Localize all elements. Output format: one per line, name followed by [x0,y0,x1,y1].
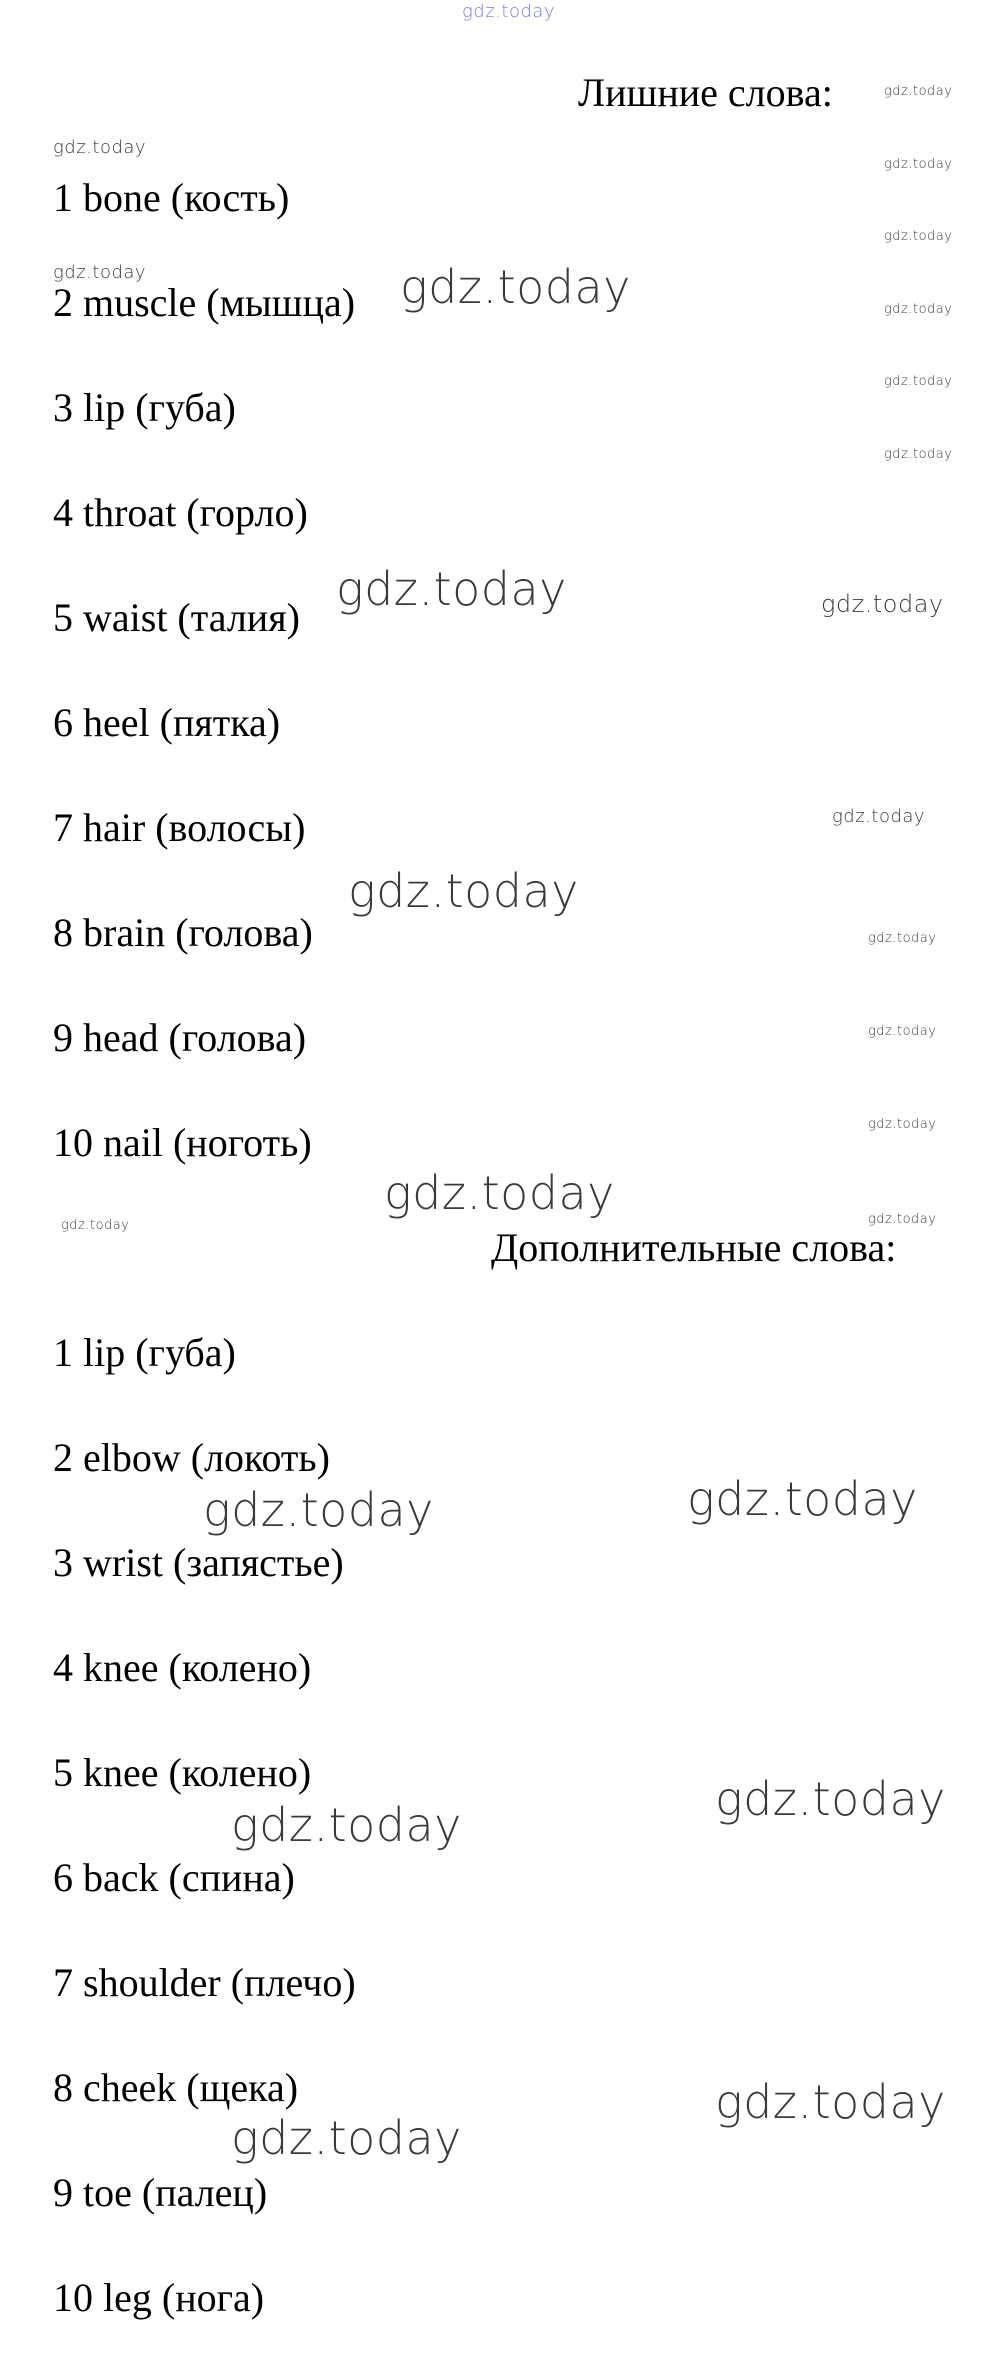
watermark-text: gdz.today [715,1772,946,1826]
watermark-text: gdz.today [868,1117,937,1132]
list-item: 6 heel (пятка) [53,700,281,745]
list-item: 10 leg (нога) [53,2275,265,2320]
watermark-text: gdz.today [884,374,953,389]
list-item: 5 knee (колено) [53,1750,312,1795]
watermark-text: gdz.today [884,84,953,99]
list-item: 10 nail (ноготь) [53,1120,312,1165]
watermark-text: gdz.today [53,137,147,158]
list-item: 3 wrist (запястье) [53,1540,344,1585]
list-item: 9 head (голова) [53,1015,307,1060]
watermark-text: gdz.today [400,260,631,314]
list-item: 7 hair (волосы) [53,805,306,850]
list-item: 2 muscle (мышца) [53,280,356,325]
watermark-text: gdz.today [61,1218,130,1233]
list-item: 1 bone (кость) [53,175,290,220]
list-item: 5 waist (талия) [53,595,300,640]
list-item: 8 cheek (щека) [53,2065,299,2110]
watermark-text: gdz.today [821,590,944,618]
watermark-text: gdz.today [832,806,926,827]
watermark-text: gdz.today [53,262,147,283]
list-item: 9 toe (палец) [53,2170,268,2215]
list-item: 3 lip (губа) [53,385,236,430]
watermark-text: gdz.today [884,229,953,244]
list-item: 1 lip (губа) [53,1330,236,1375]
watermark-text: gdz.today [384,1166,615,1220]
watermark-text: gdz.today [687,1472,918,1526]
list-item: 6 back (спина) [53,1855,295,1900]
watermark-text: gdz.today [868,1024,937,1039]
list-item: 4 throat (горло) [53,490,308,535]
watermark-text: gdz.today [868,931,937,946]
watermark-text: gdz.today [868,1212,937,1227]
watermark-text: gdz.today [348,864,579,918]
watermark-text: gdz.today [884,157,953,172]
additional-words-heading: Дополнительные слова: [491,1225,897,1270]
extra-words-heading: Лишние слова: [578,70,833,115]
list-item: 2 elbow (локоть) [53,1435,330,1480]
watermark-text: gdz.today [884,302,953,317]
watermark-text: gdz.today [715,2075,946,2129]
watermark-text: gdz.today [203,1483,434,1537]
watermark-text: gdz.today [462,1,556,22]
watermark-text: gdz.today [336,562,567,616]
list-item: 8 brain (голова) [53,910,313,955]
list-item: 4 knee (колено) [53,1645,312,1690]
list-item: 7 shoulder (плечо) [53,1960,356,2005]
watermark-text: gdz.today [231,1798,462,1852]
watermark-text: gdz.today [884,447,953,462]
watermark-text: gdz.today [231,2111,462,2165]
